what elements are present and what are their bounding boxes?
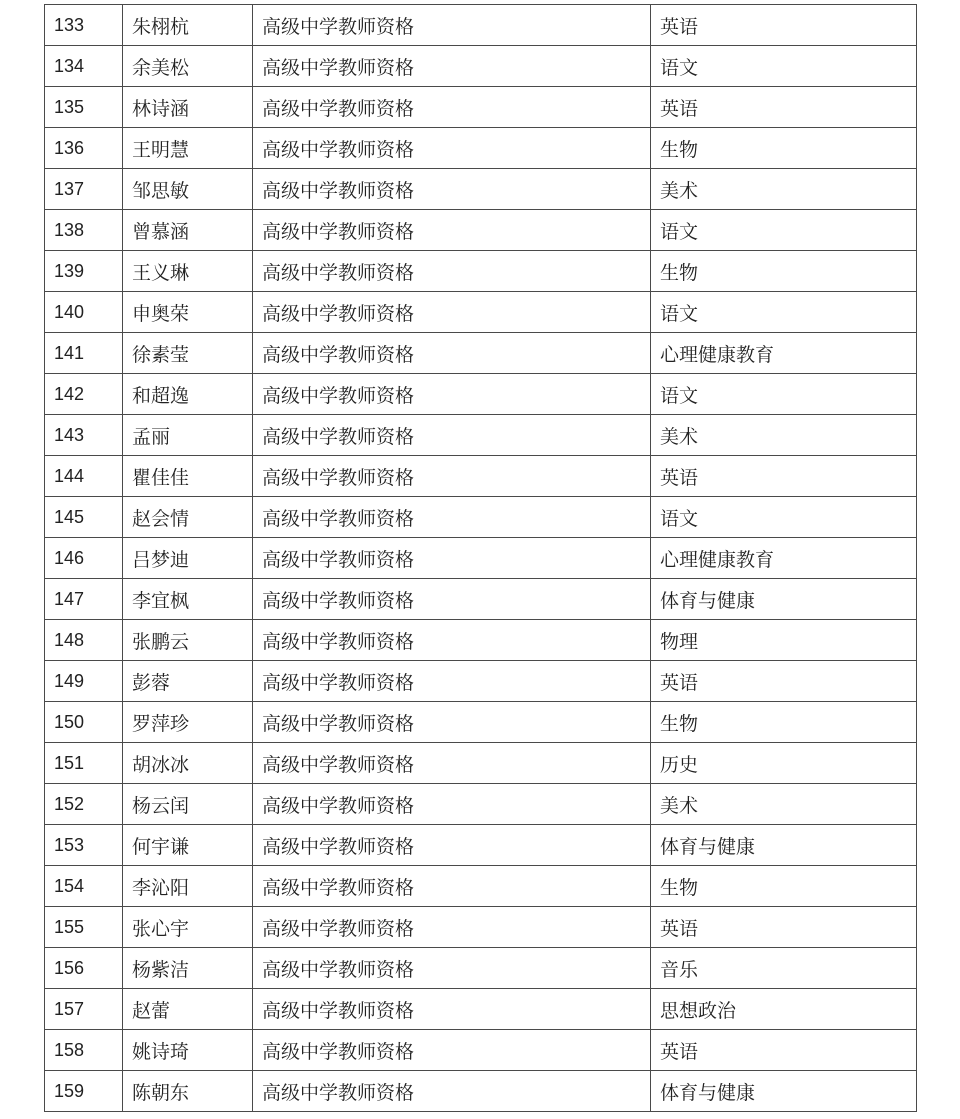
cell-number: 156 [45,948,123,989]
cell-qualification: 高级中学教师资格 [253,866,651,907]
table-row [45,620,917,661]
cell-number: 145 [45,497,123,538]
cell-name: 张鹏云 [123,620,253,661]
table-row [45,866,917,907]
cell-name: 邹思敏 [123,169,253,210]
table-row [45,825,917,866]
table-row [45,374,917,415]
cell-number: 148 [45,620,123,661]
cell-number: 153 [45,825,123,866]
cell-qualification: 高级中学教师资格 [253,1071,651,1112]
table-row [45,497,917,538]
cell-name: 李宜枫 [123,579,253,620]
cell-qualification: 高级中学教师资格 [253,989,651,1030]
cell-qualification: 高级中学教师资格 [253,1030,651,1071]
cell-subject: 语文 [651,374,917,415]
cell-qualification: 高级中学教师资格 [253,579,651,620]
cell-number: 142 [45,374,123,415]
cell-name: 杨云闰 [123,784,253,825]
cell-qualification: 高级中学教师资格 [253,948,651,989]
cell-subject: 思想政治 [651,989,917,1030]
cell-name: 罗萍珍 [123,702,253,743]
cell-name: 胡冰冰 [123,743,253,784]
table-row [45,169,917,210]
cell-name: 何宇谦 [123,825,253,866]
table-row [45,907,917,948]
qualification-table [44,4,917,1112]
table-row [45,989,917,1030]
cell-subject: 生物 [651,702,917,743]
cell-subject: 美术 [651,415,917,456]
cell-subject: 英语 [651,5,917,46]
cell-qualification: 高级中学教师资格 [253,784,651,825]
table-row [45,661,917,702]
cell-subject: 英语 [651,661,917,702]
cell-name: 余美松 [123,46,253,87]
table-row [45,87,917,128]
cell-name: 瞿佳佳 [123,456,253,497]
cell-qualification: 高级中学教师资格 [253,87,651,128]
cell-number: 136 [45,128,123,169]
table-row [45,46,917,87]
cell-qualification: 高级中学教师资格 [253,210,651,251]
table-row [45,702,917,743]
table-row [45,784,917,825]
table-row [45,538,917,579]
cell-subject: 心理健康教育 [651,538,917,579]
cell-number: 147 [45,579,123,620]
cell-number: 137 [45,169,123,210]
cell-qualification: 高级中学教师资格 [253,620,651,661]
cell-subject: 生物 [651,866,917,907]
cell-qualification: 高级中学教师资格 [253,907,651,948]
cell-subject: 英语 [651,456,917,497]
cell-subject: 语文 [651,497,917,538]
cell-number: 133 [45,5,123,46]
cell-qualification: 高级中学教师资格 [253,5,651,46]
cell-subject: 历史 [651,743,917,784]
cell-number: 140 [45,292,123,333]
cell-number: 139 [45,251,123,292]
cell-subject: 物理 [651,620,917,661]
cell-subject: 音乐 [651,948,917,989]
table-row [45,415,917,456]
cell-subject: 英语 [651,87,917,128]
cell-qualification: 高级中学教师资格 [253,825,651,866]
table-row [45,128,917,169]
cell-qualification: 高级中学教师资格 [253,456,651,497]
cell-number: 158 [45,1030,123,1071]
cell-subject: 美术 [651,169,917,210]
cell-name: 王义琳 [123,251,253,292]
cell-subject: 体育与健康 [651,579,917,620]
cell-number: 150 [45,702,123,743]
cell-name: 彭蓉 [123,661,253,702]
cell-number: 152 [45,784,123,825]
table-row [45,743,917,784]
cell-number: 134 [45,46,123,87]
cell-number: 157 [45,989,123,1030]
table-row [45,456,917,497]
cell-number: 138 [45,210,123,251]
cell-subject: 体育与健康 [651,825,917,866]
cell-number: 159 [45,1071,123,1112]
table-body [45,5,917,1112]
cell-qualification: 高级中学教师资格 [253,169,651,210]
cell-name: 王明慧 [123,128,253,169]
cell-qualification: 高级中学教师资格 [253,538,651,579]
table-row [45,1071,917,1112]
cell-name: 李沁阳 [123,866,253,907]
cell-number: 149 [45,661,123,702]
cell-subject: 语文 [651,210,917,251]
cell-subject: 英语 [651,907,917,948]
cell-name: 和超逸 [123,374,253,415]
document-page [44,4,916,1112]
table-row [45,1030,917,1071]
cell-qualification: 高级中学教师资格 [253,743,651,784]
cell-qualification: 高级中学教师资格 [253,333,651,374]
cell-subject: 心理健康教育 [651,333,917,374]
table-row [45,948,917,989]
table-row [45,5,917,46]
cell-qualification: 高级中学教师资格 [253,292,651,333]
cell-subject: 生物 [651,128,917,169]
cell-number: 151 [45,743,123,784]
cell-name: 赵会情 [123,497,253,538]
cell-subject: 美术 [651,784,917,825]
cell-subject: 语文 [651,46,917,87]
cell-name: 张心宇 [123,907,253,948]
cell-name: 徐素莹 [123,333,253,374]
cell-qualification: 高级中学教师资格 [253,46,651,87]
cell-subject: 体育与健康 [651,1071,917,1112]
cell-number: 144 [45,456,123,497]
cell-qualification: 高级中学教师资格 [253,497,651,538]
cell-qualification: 高级中学教师资格 [253,128,651,169]
cell-name: 杨紫洁 [123,948,253,989]
cell-qualification: 高级中学教师资格 [253,661,651,702]
cell-name: 曾慕涵 [123,210,253,251]
cell-number: 135 [45,87,123,128]
cell-name: 孟丽 [123,415,253,456]
cell-number: 146 [45,538,123,579]
cell-name: 林诗涵 [123,87,253,128]
cell-subject: 语文 [651,292,917,333]
table-row [45,251,917,292]
table-row [45,210,917,251]
cell-name: 陈朝东 [123,1071,253,1112]
cell-qualification: 高级中学教师资格 [253,415,651,456]
cell-qualification: 高级中学教师资格 [253,251,651,292]
cell-name: 姚诗琦 [123,1030,253,1071]
cell-qualification: 高级中学教师资格 [253,702,651,743]
cell-name: 赵蕾 [123,989,253,1030]
cell-name: 朱栩杭 [123,5,253,46]
cell-subject: 英语 [651,1030,917,1071]
cell-name: 申奥荣 [123,292,253,333]
cell-number: 155 [45,907,123,948]
cell-number: 154 [45,866,123,907]
table-row [45,579,917,620]
cell-number: 143 [45,415,123,456]
cell-number: 141 [45,333,123,374]
cell-subject: 生物 [651,251,917,292]
table-row [45,333,917,374]
cell-qualification: 高级中学教师资格 [253,374,651,415]
cell-name: 吕梦迪 [123,538,253,579]
table-row [45,292,917,333]
